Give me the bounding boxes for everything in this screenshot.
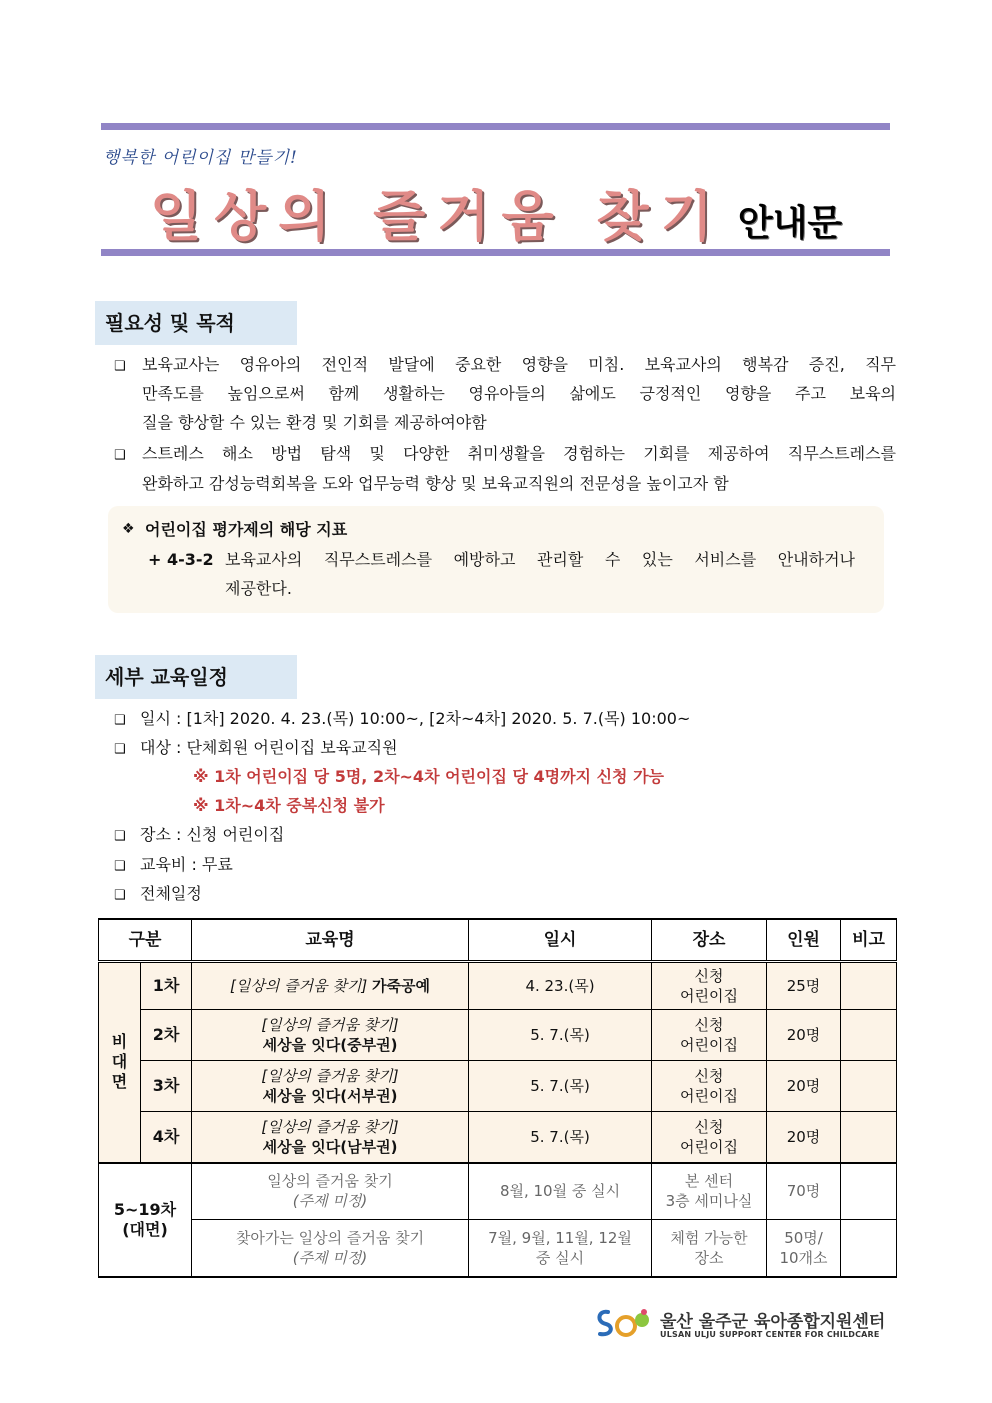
purpose-line: 만족도를 높임으로써 함께 생활하는 영유아들의 삶에도 긍정적인 영향을 주고 보육의 (142, 384, 896, 403)
date-cell: 5. 7.(목) (469, 1112, 652, 1163)
date-cell: 8월, 10월 중 실시 (469, 1163, 652, 1220)
purpose-line: 완화하고 감성능력회복을 도와 업무능력 향상 및 보육교직원의 전문성을 높이고자 함 (142, 474, 729, 493)
table-row (99, 1220, 897, 1277)
group-face: 5~19차 (대면) (99, 1163, 192, 1277)
note-cell (841, 1010, 897, 1061)
bottom-rule (101, 249, 890, 256)
note-cell (841, 1112, 897, 1163)
table-row (99, 1112, 897, 1163)
course-cell (192, 1220, 469, 1277)
org-name-en: ULSAN ULJU SUPPORT CENTER FOR CHILDCARE (660, 1330, 880, 1339)
course-cell (192, 1061, 469, 1112)
date-cell: 4. 23.(목) (469, 962, 652, 1010)
note-cell (841, 1163, 897, 1220)
section-heading-schedule: 세부 교육일정 (95, 655, 297, 699)
schedule-table (98, 918, 897, 1278)
indicator-title: 어린이집 평가제의 해당 지표 (145, 520, 348, 539)
date-cell: 5. 7.(목) (469, 1061, 652, 1112)
table-header: 인원 (767, 919, 841, 962)
schedule-note: ※ 1차 어린이집 당 5명, 2차~4차 어린이집 당 4명까지 신청 가능 (193, 767, 664, 786)
group-nonface: 비 대 면 (99, 962, 141, 1163)
checkbox-bullet-icon: ❑ (114, 742, 126, 757)
diamond-icon: ❖ (122, 521, 135, 537)
place-cell: 신청 어린이집 (652, 1061, 767, 1112)
table-header: 장소 (652, 919, 767, 962)
table-row (99, 1163, 897, 1220)
count-cell: 20명 (767, 1061, 841, 1112)
schedule-overall: 전체일정 (140, 884, 202, 903)
course-sub: (주제 미정) (292, 1248, 368, 1267)
schedule-date: 일시 : [1차] 2020. 4. 23.(목) 10:00~, [2차~4차] 2020. 5. 7.(목) 10:00~ (140, 709, 691, 728)
course-prefix: [일상의 즐거움 찾기] (261, 1117, 399, 1136)
course-prefix: [일상의 즐거움 찾기] (230, 977, 368, 995)
checkbox-bullet-icon: ❑ (114, 448, 126, 463)
count-cell: 70명 (767, 1163, 841, 1220)
schedule-target: 대상 : 단체회원 어린이집 보육교직원 (140, 738, 398, 757)
title-sub: 안내문 (737, 203, 843, 244)
checkbox-bullet-icon: ❑ (114, 829, 126, 844)
checkbox-bullet-icon: ❑ (114, 859, 126, 874)
purpose-line: 스트레스 해소 방법 탐색 및 다양한 취미생활을 경험하는 기회를 제공하여 직무스트레스를 (142, 444, 896, 463)
course-cell (192, 1112, 469, 1163)
indicator-code: + 4-3-2 (148, 550, 214, 569)
course-main: 세상을 잇다(서부권) (262, 1087, 398, 1105)
note-cell (841, 1220, 897, 1277)
title-main: 일상의 즐거움 찾기 (149, 185, 725, 248)
table-header-row (99, 919, 897, 962)
page-title (0, 174, 992, 251)
course-main: 세상을 잇다(남부권) (262, 1137, 398, 1156)
note-cell (841, 962, 897, 1010)
round-cell: 2차 (141, 1010, 192, 1061)
checkbox-bullet-icon: ❑ (114, 713, 126, 728)
course-cell (192, 1010, 469, 1061)
checkbox-bullet-icon: ❑ (114, 888, 126, 903)
course-sub: (주제 미정) (292, 1192, 368, 1211)
slogan: 행복한 어린이집 만들기! (103, 148, 298, 168)
purpose-line: 보육교사는 영유아의 전인적 발달에 중요한 영향을 미침. 보육교사의 행복감 증진, 직무 (142, 355, 896, 374)
table-row (99, 1061, 897, 1112)
round-cell: 4차 (141, 1112, 192, 1163)
checkbox-bullet-icon: ❑ (114, 359, 126, 374)
purpose-line: 질을 향상할 수 있는 환경 및 기회를 제공하여야함 (142, 413, 487, 432)
count-cell: 20명 (767, 1112, 841, 1163)
course-main: 찾아가는 일상의 즐거움 찾기 (235, 1228, 425, 1247)
table-header: 교육명 (192, 919, 469, 962)
place-cell: 신청 어린이집 (652, 962, 767, 1010)
table-row (99, 1010, 897, 1061)
table-header: 일시 (469, 919, 652, 962)
course-prefix: [일상의 즐거움 찾기] (261, 1016, 399, 1034)
note-cell (841, 1061, 897, 1112)
count-cell: 25명 (767, 962, 841, 1010)
table-header: 구분 (99, 919, 192, 962)
place-cell: 체험 가능한 장소 (652, 1220, 767, 1277)
course-cell (192, 1163, 469, 1220)
count-cell: 20명 (767, 1010, 841, 1061)
round-cell: 1차 (141, 962, 192, 1010)
top-rule (101, 123, 890, 130)
date-cell: 7월, 9월, 11월, 12월 중 실시 (469, 1220, 652, 1277)
course-main: 세상을 잇다(중부권) (262, 1036, 398, 1054)
course-prefix: [일상의 즐거움 찾기] (261, 1067, 399, 1085)
schedule-fee: 교육비 : 무료 (140, 855, 233, 874)
count-cell: 50명/ 10개소 (767, 1220, 841, 1277)
table-row (99, 962, 897, 1010)
org-name: 울산 울주군 육아종합지원센터 (660, 1312, 886, 1332)
schedule-note: ※ 1차~4차 중복신청 불가 (193, 796, 385, 815)
center-logo-icon (594, 1304, 656, 1342)
date-cell: 5. 7.(목) (469, 1010, 652, 1061)
table-header: 비고 (841, 919, 897, 962)
place-cell: 신청 어린이집 (652, 1010, 767, 1061)
place-cell: 신청 어린이집 (652, 1112, 767, 1163)
course-main: 가죽공예 (372, 977, 430, 995)
course-main: 일상의 즐거움 찾기 (267, 1172, 393, 1191)
schedule-place: 장소 : 신청 어린이집 (140, 825, 285, 844)
round-cell: 3차 (141, 1061, 192, 1112)
indicator-line: 제공한다. (225, 579, 292, 598)
indicator-line: 보육교사의 직무스트레스를 예방하고 관리할 수 있는 서비스를 안내하거나 (225, 550, 855, 569)
section-heading-purpose: 필요성 및 목적 (95, 301, 297, 345)
place-cell: 본 센터 3층 세미나실 (652, 1163, 767, 1220)
course-cell (192, 962, 469, 1010)
